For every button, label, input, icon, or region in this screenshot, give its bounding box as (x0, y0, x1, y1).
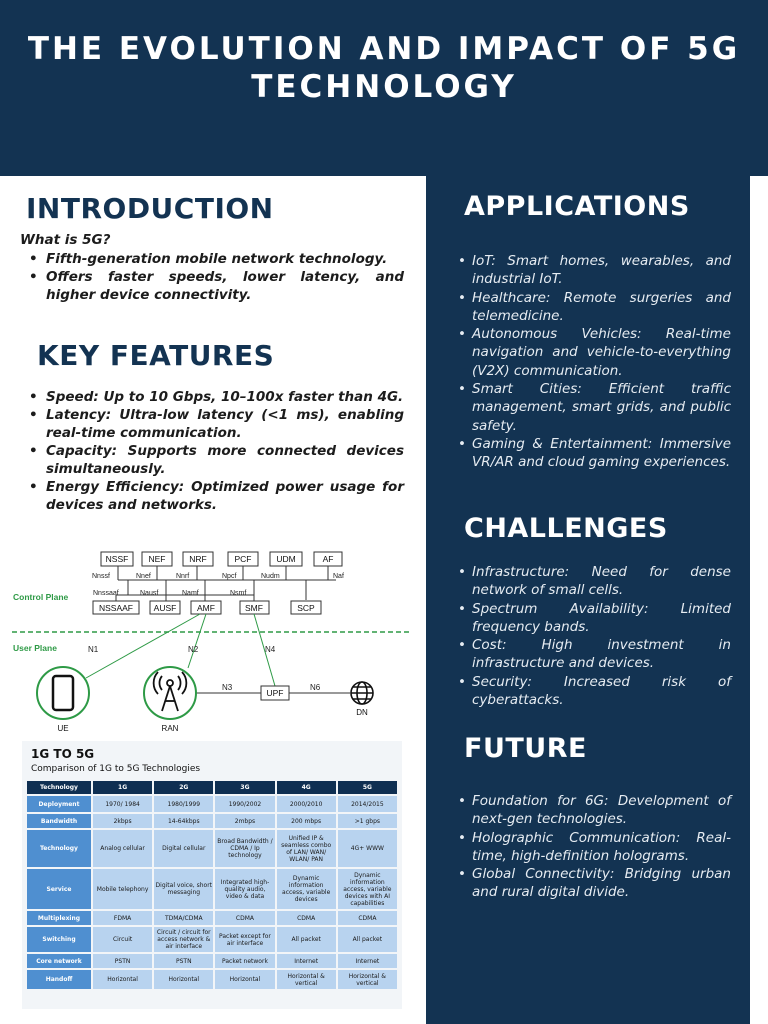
applications-list (450, 252, 731, 472)
challenges-list (450, 563, 731, 709)
comparison-table-card (22, 741, 402, 1009)
table-cell: Horizontal (93, 970, 152, 989)
table-row-header: Technology (27, 781, 91, 794)
table-cell: 2014/2015 (338, 796, 397, 812)
list-item: • Spectrum Availability: Limited frequency bands. (450, 600, 731, 637)
list-item: • Cost: High investment in infrastructure and devices. (450, 636, 731, 673)
list-item: • Global Connectivity: Bridging urban and rural digital divide. (450, 865, 731, 902)
table-cell: Packet except for air interface (215, 927, 274, 952)
list-item: • Healthcare: Remote surgeries and telemedicine. (450, 289, 731, 326)
label-nausf: Nausf (140, 590, 159, 597)
label-nnssf: Nnssf (92, 573, 110, 580)
table-cell: 5G (338, 781, 397, 794)
table-cell: PSTN (93, 954, 152, 968)
list-item: • Energy Efficiency: Optimized power usage for devices and networks. (20, 478, 404, 514)
list-item: • Autonomous Vehicles: Real-time navigation and vehicle-to-everything (V2X) communication. (450, 325, 731, 380)
table-cell: Circuit / circuit for access network & air interface (154, 927, 213, 952)
node-af: AF (322, 554, 334, 564)
table-cell: 2000/2010 (277, 796, 336, 812)
table-cell: >1 gbps (338, 814, 397, 828)
table-cell: 200 mbps (277, 814, 336, 828)
table-cell: 2mbps (215, 814, 274, 828)
table-cell: PSTN (154, 954, 213, 968)
table-row (27, 869, 397, 909)
node-nssaaf: NSSAAF (98, 603, 134, 613)
label-npcf: Npcf (222, 573, 237, 580)
table-cell: Internet (277, 954, 336, 968)
table-cell: CDMA (277, 911, 336, 925)
link-n2: N2 (188, 645, 199, 654)
table-cell: Unified IP & seamless combo of LAN/ WAN/ WLAN/ PAN (277, 830, 336, 867)
label-nnrf: Nnrf (176, 573, 190, 580)
future-heading: FUTURE (464, 733, 587, 764)
table-cell: 1980/1999 (154, 796, 213, 812)
table-cell: 2G (154, 781, 213, 794)
table-cell: Mobile telephony (93, 869, 152, 909)
table-cell: 4G (277, 781, 336, 794)
ue-label: UE (57, 724, 69, 733)
list-item: • Foundation for 6G: Development of next-gen technologies. (450, 792, 731, 829)
link-n1: N1 (88, 645, 99, 654)
node-ausf: AUSF (153, 603, 177, 613)
link-n4: N4 (265, 645, 276, 654)
table-cell: Broad Bandwidth / CDMA / Ip technology (215, 830, 274, 867)
table-row (27, 954, 397, 968)
list-item: • Capacity: Supports more connected devices simultaneously. (20, 442, 404, 478)
list-item: • Holographic Communication: Real-time, high-definition holograms. (450, 829, 731, 866)
table-cell: Packet network (215, 954, 274, 968)
table-row-header: Deployment (27, 796, 91, 812)
node-pcf: PCF (234, 554, 252, 564)
table-row-header: Multiplexing (27, 911, 91, 925)
table-cell: Horizontal (154, 970, 213, 989)
introduction-heading: INTRODUCTION (26, 192, 274, 225)
table-cell: 4G+ WWW (338, 830, 397, 867)
table-row-header: Handoff (27, 970, 91, 989)
list-item: • Gaming & Entertainment: Immersive VR/AR and cloud gaming experiences. (450, 435, 731, 472)
table-cell: 1970/ 1984 (93, 796, 152, 812)
dn-label: DN (356, 708, 368, 717)
table-cell: Digital voice, short messaging (154, 869, 213, 909)
list-item: • Offers faster speeds, lower latency, and higher device connectivity. (20, 268, 404, 304)
ran-label: RAN (161, 724, 179, 733)
node-nrf: NRF (189, 554, 207, 564)
node-nef: NEF (148, 554, 166, 564)
table-cell: All packet (277, 927, 336, 952)
table-cell: CDMA (338, 911, 397, 925)
table-row-header: Technology (27, 830, 91, 867)
list-item: • Security: Increased risk of cyberattacks. (450, 673, 731, 710)
header-banner (0, 0, 768, 176)
link-n3: N3 (222, 683, 233, 692)
table-cell: Analog cellular (93, 830, 152, 867)
table-row (27, 814, 397, 828)
list-item: • Latency: Ultra-low latency (<1 ms), enabling real-time communication. (20, 406, 404, 442)
table-cell: FDMA (93, 911, 152, 925)
table-title: 1G TO 5G (31, 747, 95, 761)
list-item: • IoT: Smart homes, wearables, and industrial IoT. (450, 252, 731, 289)
label-nnef: Nnef (136, 573, 151, 580)
user-plane-label: User Plane (13, 643, 57, 653)
label-nnssaaf: Nnssaaf (93, 590, 119, 597)
node-upf: UPF (266, 688, 284, 698)
table-cell: Integrated high-quality audio, video & data (215, 869, 274, 909)
table-cell: 14-64kbps (154, 814, 213, 828)
table-row-header: Bandwidth (27, 814, 91, 828)
future-list (450, 792, 731, 902)
5g-architecture-diagram (8, 545, 413, 735)
table-cell: Dynamic information access, variable devices (277, 869, 336, 909)
list-item: • Smart Cities: Efficient traffic management, smart grids, and public safety. (450, 380, 731, 435)
intro-question: What is 5G? (20, 232, 111, 248)
table-cell: CDMA (215, 911, 274, 925)
applications-heading: APPLICATIONS (464, 191, 690, 222)
table-cell: 3G (215, 781, 274, 794)
table-cell: Circuit (93, 927, 152, 952)
label-nsmf: Nsmf (230, 590, 247, 597)
label-namf: Namf (182, 590, 199, 597)
node-amf: AMF (197, 603, 215, 613)
node-udm: UDM (276, 554, 296, 564)
table-row-header: Core network (27, 954, 91, 968)
table-cell: 1990/2002 (215, 796, 274, 812)
table-cell: 2kbps (93, 814, 152, 828)
table-cell: Internet (338, 954, 397, 968)
challenges-heading: CHALLENGES (464, 513, 668, 544)
table-row (27, 970, 397, 989)
table-row-header: Service (27, 869, 91, 909)
key-features-heading: KEY FEATURES (37, 339, 275, 372)
control-plane-label: Control Plane (13, 592, 69, 602)
table-row (27, 830, 397, 867)
node-nssf: NSSF (105, 554, 129, 564)
page-title: THE EVOLUTION AND IMPACT OF 5G TECHNOLOGY (27, 31, 741, 105)
key-features-list (20, 388, 404, 514)
link-n6: N6 (310, 683, 321, 692)
list-item: • Infrastructure: Need for dense network of small cells. (450, 563, 731, 600)
table-cell: Horizontal & vertical (277, 970, 336, 989)
label-nudm: Nudm (261, 573, 280, 580)
table-subtitle: Comparison of 1G to 5G Technologies (31, 764, 201, 774)
table-row (27, 927, 397, 952)
intro-list (20, 250, 404, 304)
table-row (27, 781, 397, 794)
table-cell: TDMA/CDMA (154, 911, 213, 925)
node-scp: SCP (297, 603, 315, 613)
label-naf: Naf (333, 573, 344, 580)
table-cell: Horizontal (215, 970, 274, 989)
list-item: • Fifth-generation mobile network technology. (20, 250, 404, 268)
globe-icon (351, 682, 373, 704)
table-cell: All packet (338, 927, 397, 952)
table-cell: Dynamic information access, variable devices with AI capabilities (338, 869, 397, 909)
comparison-table (25, 779, 399, 991)
table-cell: Horizontal & vertical (338, 970, 397, 989)
table-row (27, 911, 397, 925)
table-row-header: Switching (27, 927, 91, 952)
table-cell: Digital cellular (154, 830, 213, 867)
table-cell: 1G (93, 781, 152, 794)
node-smf: SMF (245, 603, 263, 613)
table-row (27, 796, 397, 812)
list-item: • Speed: Up to 10 Gbps, 10–100x faster than 4G. (20, 388, 404, 406)
